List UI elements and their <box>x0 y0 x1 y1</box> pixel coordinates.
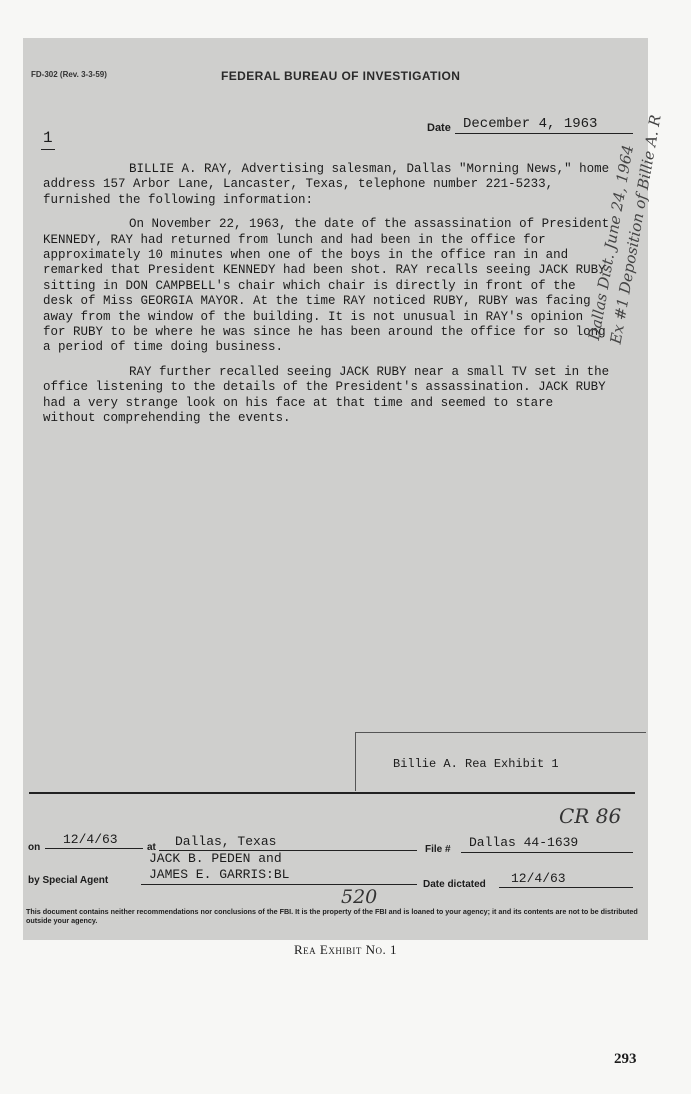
paragraph-1: BILLIE A. RAY, Advertising salesman, Dallas "Morning News," home address 157 Arbor Lane, Lancaster, Texas, telephone number 221-5233, furnished the following information: <box>43 162 610 207</box>
on-label: on <box>28 842 41 853</box>
dictated-value: 12/4/63 <box>511 871 566 886</box>
form-id: FD-302 (Rev. 3-3-59) <box>31 70 107 79</box>
on-value: 12/4/63 <box>63 832 118 847</box>
file-label: File # <box>425 844 451 855</box>
handwritten-margin-note: Dallas Dist. June 24, 1964 Ex #1 Deposition of Billie A. R <box>584 113 665 346</box>
paragraph-3: RAY further recalled seeing JACK RUBY near a small TV set in the office listening to the details of the President's assassination. JACK RUBY had a very strange look on his face at that time and seemed to stare without comprehending the events. <box>43 364 610 426</box>
page-number-underline <box>41 149 55 150</box>
at-value: Dallas, Texas <box>175 834 277 849</box>
exhibit-label: Billie A. Rea Exhibit 1 <box>393 757 559 771</box>
exhibit-caption: Rea Exhibit No. 1 <box>294 942 397 957</box>
page-number: 293 <box>614 1051 637 1067</box>
footer-separator <box>29 792 635 794</box>
date-value: December 4, 1963 <box>463 116 598 132</box>
dictated-underline <box>499 887 633 888</box>
disclaimer: This document contains neither recommendations nor conclusions of the FBI. It is the property of the FBI and is loaned to your agency; it and its contents are not to be distributed outside your agency. <box>26 907 638 925</box>
agency-title: FEDERAL BUREAU OF INVESTIGATION <box>221 69 461 83</box>
date-label: Date <box>427 122 451 134</box>
fbi-document <box>23 38 665 940</box>
document-page-number: 1 <box>43 129 53 147</box>
agent-line-1: JACK B. PEDEN and <box>149 851 282 866</box>
agent-label: by Special Agent <box>28 875 109 886</box>
date-underline <box>455 133 633 134</box>
report-body <box>43 162 613 436</box>
paragraph-2: On November 22, 1963, the date of the assassination of President KENNEDY, RAY had returned from lunch and had been in the office for approximately 10 minutes when one of the boys in the office ran in and remarked that President KENNEDY had been shot. RAY recalls seeing JACK RUBY sitting in DON CAMPBELL's chair which chair is directly in front of the desk of Miss GEORGIA MAYOR. At the time RAY noticed RUBY, RUBY was facing away from the window of the building. It is not unusual in RAY's opinion for RUBY to be where he was since he has been around the office for so long a period of time doing business. <box>43 217 610 355</box>
dictated-label: Date dictated <box>423 879 486 890</box>
agent-underline <box>141 884 417 885</box>
cr-handwritten-note: CR 86 <box>559 804 622 828</box>
agent-line-2: JAMES E. GARRIS:BL <box>149 867 290 882</box>
file-underline <box>461 852 633 853</box>
on-underline <box>45 848 143 849</box>
at-label: at <box>147 842 156 853</box>
file-value: Dallas 44-1639 <box>469 835 579 850</box>
handwritten-number: 520 <box>341 886 378 908</box>
